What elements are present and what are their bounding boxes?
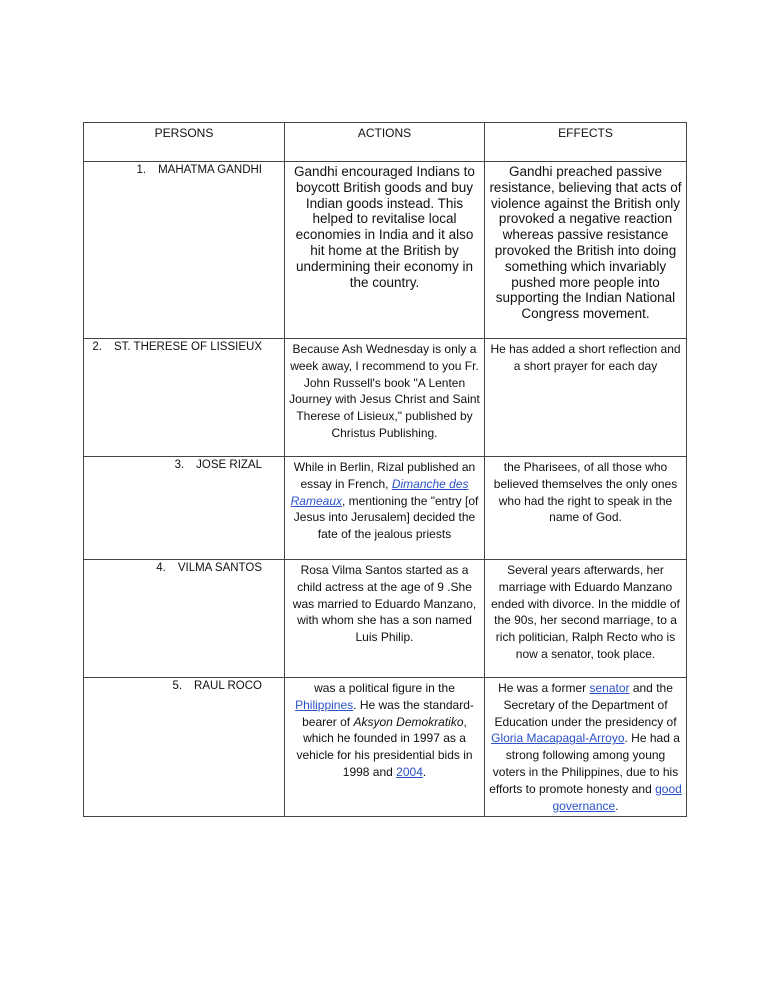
person-cell [84,560,285,678]
action-cell: Rosa Vilma Santos started as a child actress at the age of 9 .She was married to Eduardo Manzano, with whom she has a son named Luis Philip. [285,560,485,678]
person-name: JOSE RIZAL [196,459,262,471]
action-cell: While in Berlin, Rizal published an essay in French, Dimanche des Rameaux, mentioning the "entry [of Jesus into Jerusalem] decided the fate of the jealous priests [285,457,485,560]
action-cell: was a political figure in the Philippines. He was the standard-bearer of Aksyon Demokratiko, which he founded in 1997 as a vehicle for his presidential bids in 1998 and 2004. [285,678,485,817]
row-number: 2. [92,341,102,353]
table-row [84,339,687,457]
action-cell: Because Ash Wednesday is only a week away, I recommend to you Fr. John Russell's book "A Lenten Journey with Jesus Christ and Saint Therese of Lisieux," published by Christus Publishing. [285,339,485,457]
row-number: 4. [156,562,166,574]
table-row [84,457,687,560]
person-cell [84,678,285,817]
row-number: 3. [174,459,185,471]
person-cell [84,457,285,560]
person-cell [84,162,285,339]
header-actions: ACTIONS [285,123,485,162]
dimanche-des-rameaux-link[interactable]: Dimanche des Rameaux [290,476,469,508]
person-cell [84,339,285,457]
table-row [84,678,687,817]
header-persons: PERSONS [84,123,285,162]
good-governance-link[interactable]: good governance [552,781,682,813]
effect-cell: He has added a short reflection and a short prayer for each day [485,339,687,457]
header-row [84,123,687,162]
philippines-link[interactable]: Philippines [295,697,354,712]
row-number: 5. [172,680,183,692]
effect-cell: the Pharisees, of all those who believed themselves the only ones who had the right to speak in the name of God. [485,457,687,560]
senator-link[interactable]: senator [589,681,630,695]
person-name: VILMA SANTOS [177,562,262,574]
person-name: RAUL ROCO [194,680,262,692]
header-effects: EFFECTS [485,123,687,162]
table-row [84,560,687,678]
effect-cell: Several years afterwards, her marriage with Eduardo Manzano ended with divorce. In the middle of the 90s, her second marriage, to a rich politician, Ralph Recto who is now a senator, took place. [485,560,687,678]
person-name: MAHATMA GANDHI [158,164,262,176]
persons-actions-effects-table [83,122,687,817]
row-number: 1. [136,164,147,176]
action-cell: Gandhi encouraged Indians to boycott British goods and buy Indian goods instead. This helped to revitalise local economies in India and it also hit home at the British by undermining their economy in the country. [285,162,485,339]
effect-cell: Gandhi preached passive resistance, believing that acts of violence against the British only provoked a negative reaction whereas passive resistance provoked the British into doing something which invariably pushed more people into supporting the Indian National Congress movement. [485,162,687,339]
year-2004-link[interactable]: 2004 [396,764,423,779]
gloria-macapagal-arroyo-link[interactable]: Gloria Macapagal-Arroyo [491,731,625,746]
table-row [84,162,687,339]
person-name: ST. THERESE OF LISSIEUX [113,341,262,353]
effect-cell: He was a former senator and the Secretary of the Department of Education under the presidency of Gloria Macapagal-Arroyo. He had a strong following among young voters in the Philippines, due to his efforts to promote honesty and good governance. [485,678,687,817]
